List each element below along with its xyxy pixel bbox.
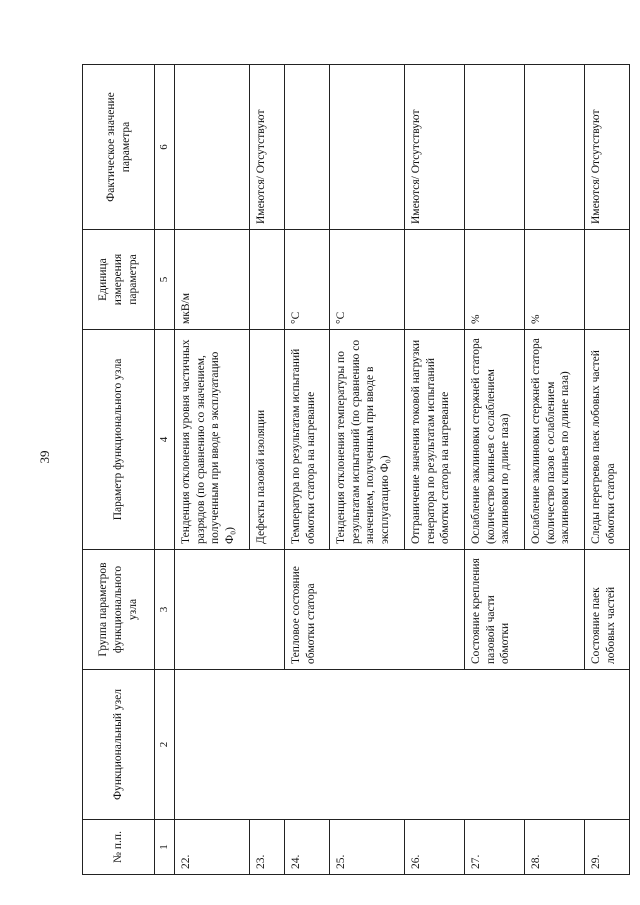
value-cell <box>330 65 405 230</box>
row-num: 22. <box>175 820 250 875</box>
param-cell: Тенденция отклонения уровня частичных разрядов (по сравнению со значением, полученным при вводе в эксплуатацию Ф₀) <box>175 330 250 550</box>
table-row <box>175 65 250 875</box>
row-num: 24. <box>285 820 330 875</box>
colnum: 3 <box>155 550 175 670</box>
unit-cell: % <box>525 230 585 330</box>
value-cell <box>465 65 525 230</box>
group-cell <box>175 550 285 670</box>
param-cell: Дефекты пазовой изоляции <box>250 330 285 550</box>
unit-cell <box>250 230 285 330</box>
functional-node-cell <box>175 670 630 820</box>
row-num: 26. <box>405 820 465 875</box>
param-cell: Температура по результатам испытаний обмотки статора на нагревание <box>285 330 330 550</box>
header-node: Функциональный узел <box>83 670 155 820</box>
header-group: Группа параметров функционального узла <box>83 550 155 670</box>
colnum: 2 <box>155 670 175 820</box>
parameters-table <box>82 64 630 875</box>
value-cell: Имеются/ Отсутствуют <box>585 65 630 230</box>
header-value: Фактическое значение параметра <box>83 65 155 230</box>
rotated-table-container <box>82 0 617 875</box>
header-row <box>83 65 155 875</box>
header-param: Параметр функционального узла <box>83 330 155 550</box>
group-cell: Состояние крепления пазовой части обмотки <box>465 550 585 670</box>
value-cell <box>175 65 250 230</box>
value-cell <box>285 65 330 230</box>
colnum: 5 <box>155 230 175 330</box>
param-cell: Ослабление заклиновки стержней статора (количество клиньев с ослаблением заклиновки по длине паза) <box>465 330 525 550</box>
colnum: 6 <box>155 65 175 230</box>
header-num: № п.п. <box>83 820 155 875</box>
param-cell: Ослабление заклиновки стержней статора (количество пазов с ослаблением заклиновки клиньев по длине паза) <box>525 330 585 550</box>
row-num: 23. <box>250 820 285 875</box>
param-cell: Отграничение значения токовой нагрузки генератора по результатам испытаний обмотки статора на нагревание <box>405 330 465 550</box>
unit-cell: °C <box>330 230 405 330</box>
unit-cell: мкВ/м <box>175 230 250 330</box>
value-cell: Имеются/ Отсутствуют <box>405 65 465 230</box>
unit-cell <box>585 230 630 330</box>
row-num: 27. <box>465 820 525 875</box>
param-cell: Следы перегревов паек лобовых частей обмотки статора <box>585 330 630 550</box>
unit-cell: % <box>465 230 525 330</box>
group-cell: Тепловое состояние обмотки статора <box>285 550 465 670</box>
header-unit: Единица измерения параметра <box>83 230 155 330</box>
row-num: 25. <box>330 820 405 875</box>
group-cell: Состояние паек лобовых частей <box>585 550 630 670</box>
row-num: 29. <box>585 820 630 875</box>
colnum: 4 <box>155 330 175 550</box>
value-cell <box>525 65 585 230</box>
param-cell: Тенденция отклонения температуры по результатам испытаний (по сравнению со значением, полученным при вводе в эксплуатацию Ф₀) <box>330 330 405 550</box>
colnum: 1 <box>155 820 175 875</box>
unit-cell: °C <box>285 230 330 330</box>
page-number: 39 <box>37 450 52 464</box>
unit-cell <box>405 230 465 330</box>
column-number-row <box>155 65 175 875</box>
row-num: 28. <box>525 820 585 875</box>
value-cell: Имеются/ Отсутствуют <box>250 65 285 230</box>
